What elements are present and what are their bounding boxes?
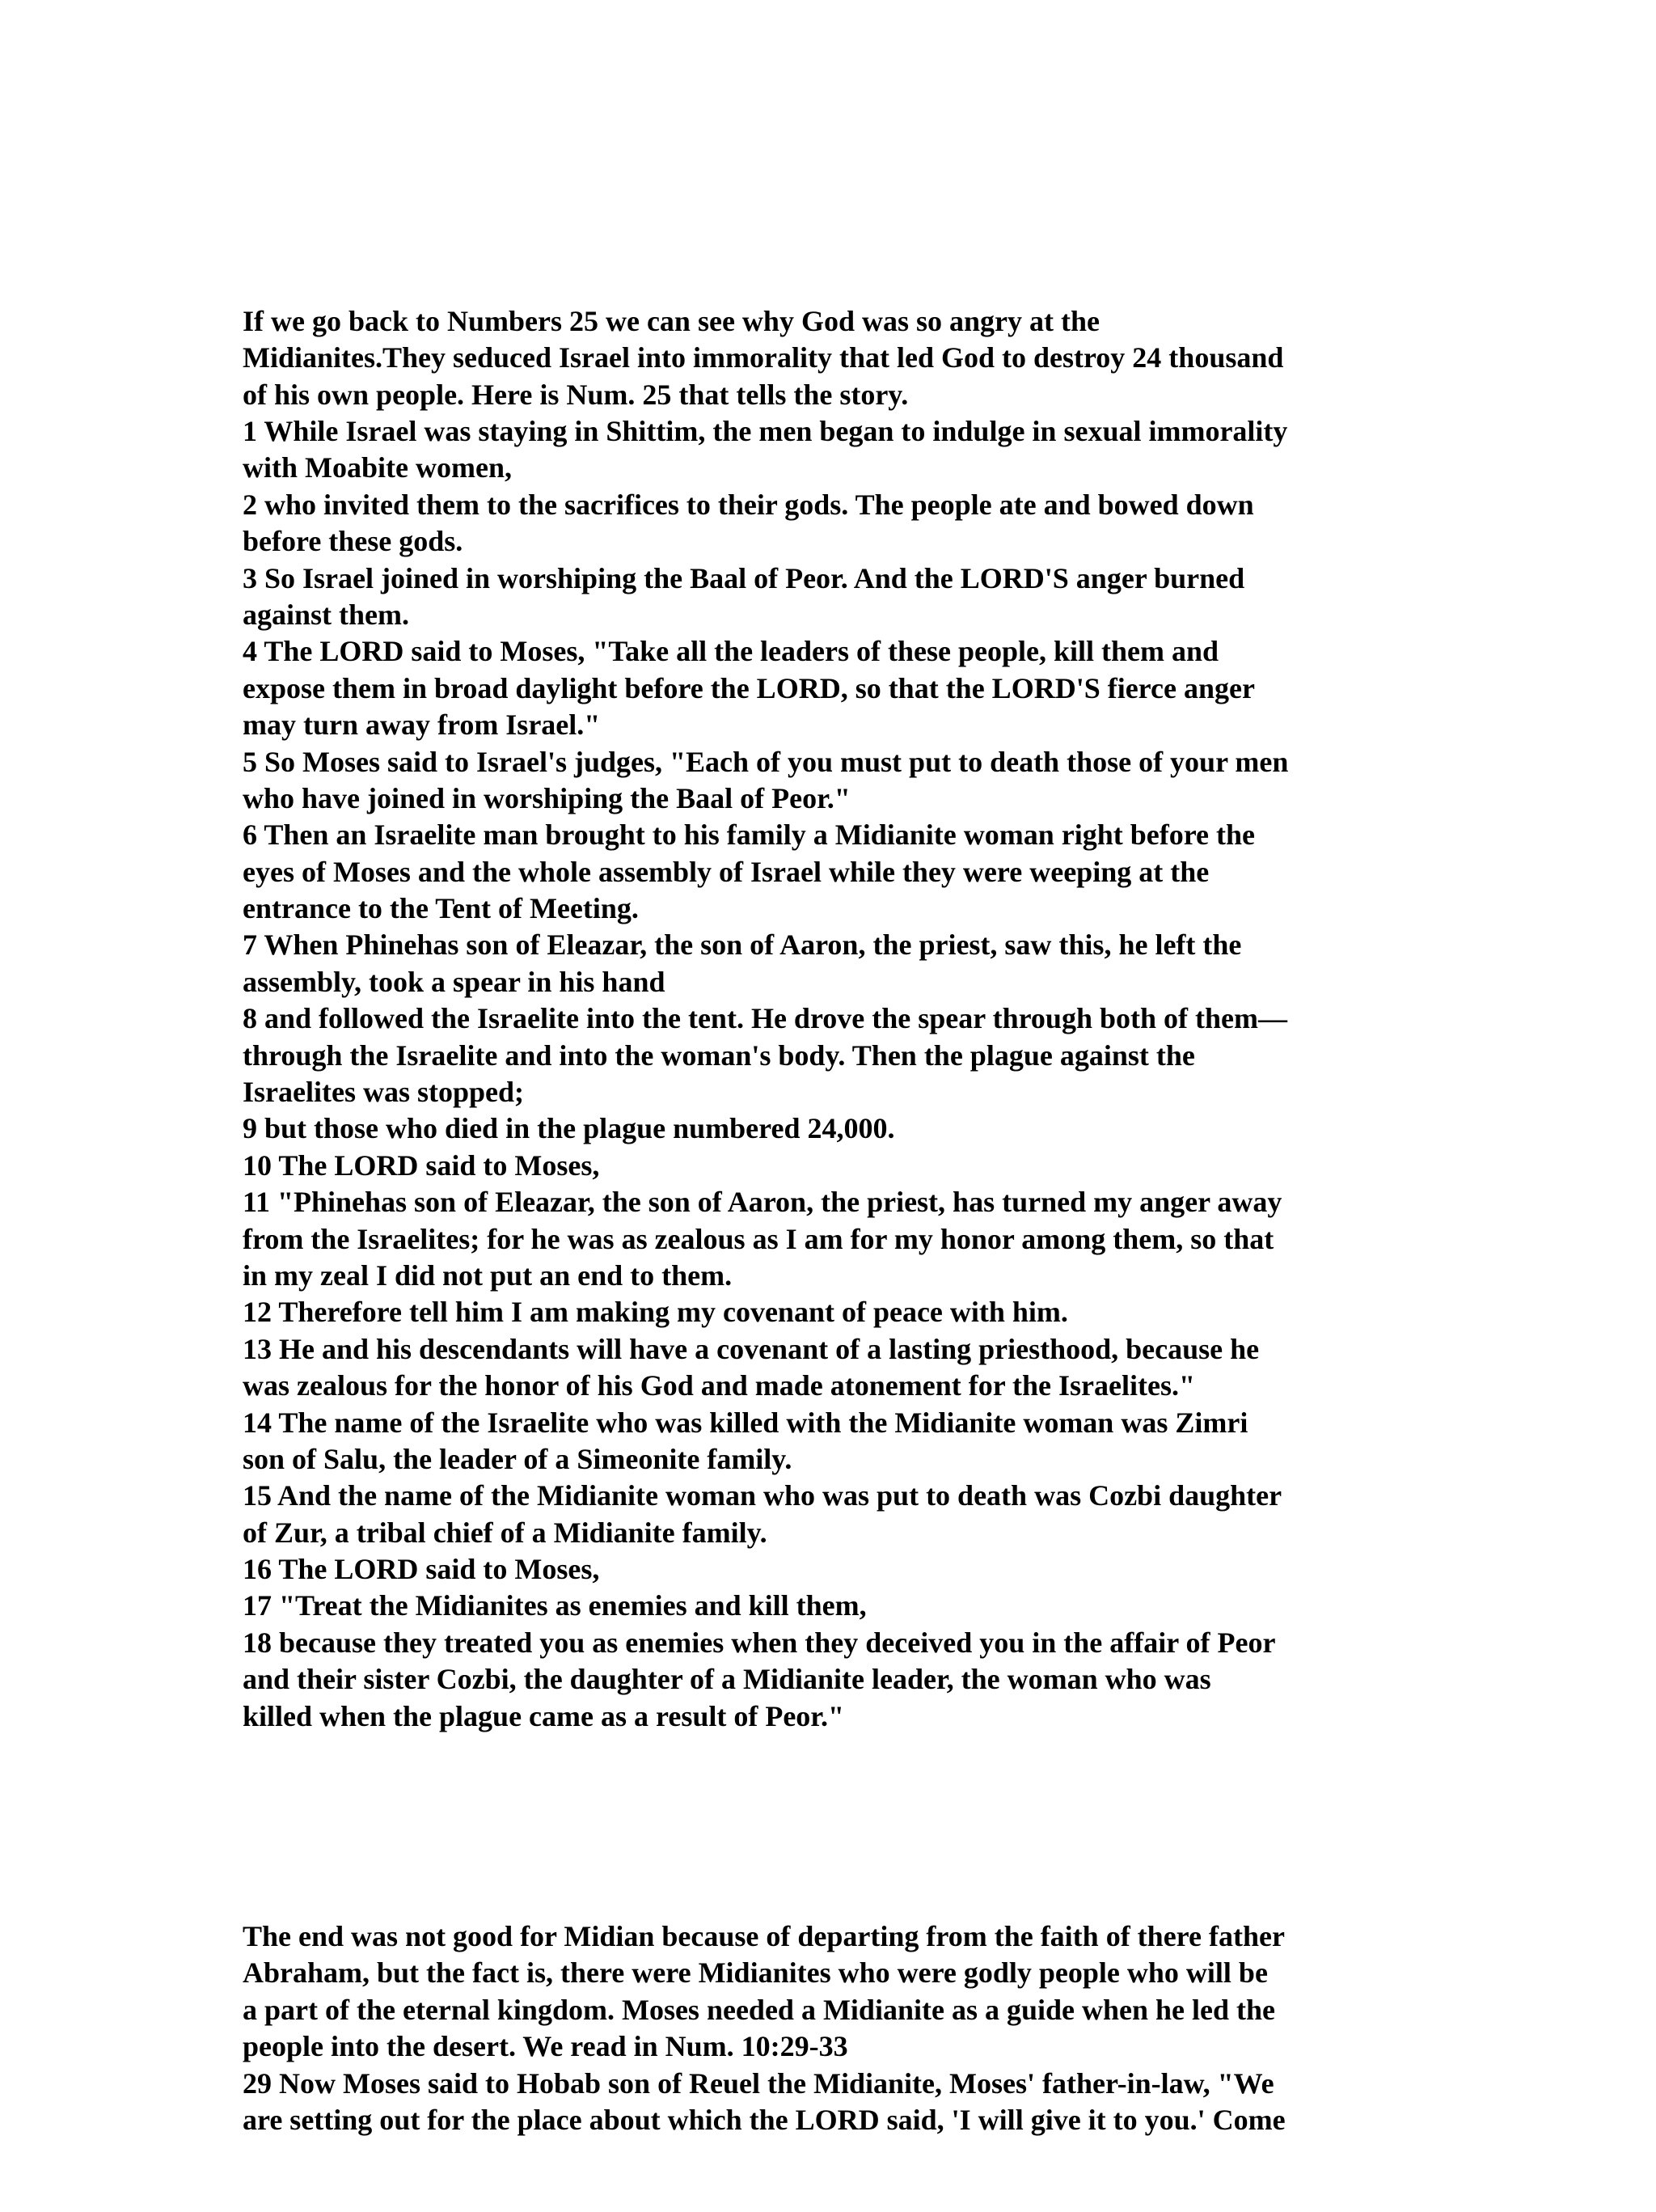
text-line: 7 When Phinehas son of Eleazar, the son of Aaron, the priest, saw this, he left the bbox=[243, 928, 1242, 962]
paragraph-2 bbox=[243, 1918, 1423, 2138]
text-line: Abraham, but the fact is, there were Midianites who were godly people who will be bbox=[243, 1956, 1268, 1990]
text-line: 1 While Israel was staying in Shittim, the men began to indulge in sexual immorality bbox=[243, 414, 1288, 447]
text-line: of his own people. Here is Num. 25 that tells the story. bbox=[243, 378, 909, 411]
text-line: 14 The name of the Israelite who was killed with the Midianite woman was Zimri bbox=[243, 1406, 1248, 1439]
text-line: 17 "Treat the Midianites as enemies and kill them, bbox=[243, 1589, 867, 1622]
text-line: The end was not good for Midian because of departing from the faith of there father bbox=[243, 1920, 1285, 1953]
text-line: with Moabite women, bbox=[243, 451, 512, 484]
text-line: 5 So Moses said to Israel's judges, "Each of you must put to death those of your men bbox=[243, 745, 1289, 778]
text-line: 2 who invited them to the sacrifices to their gods. The people ate and bowed down bbox=[243, 488, 1254, 521]
text-line: a part of the eternal kingdom. Moses needed a Midianite as a guide when he led the bbox=[243, 1993, 1275, 2026]
document-body bbox=[243, 230, 1423, 2212]
paragraph-1 bbox=[243, 303, 1423, 1735]
text-line: against them. bbox=[243, 598, 409, 631]
text-line: 9 but those who died in the plague numbered 24,000. bbox=[243, 1112, 895, 1145]
text-line: was zealous for the honor of his God and made atonement for the Israelites." bbox=[243, 1369, 1195, 1402]
text-line: 18 because they treated you as enemies when they deceived you in the affair of Peor bbox=[243, 1626, 1276, 1659]
text-line: If we go back to Numbers 25 we can see why God was so angry at the bbox=[243, 304, 1100, 337]
text-line: 13 He and his descendants will have a covenant of a lasting priesthood, because he bbox=[243, 1332, 1260, 1365]
text-line: 3 So Israel joined in worshiping the Baal of Peor. And the LORD'S anger burned bbox=[243, 561, 1245, 594]
text-line: Midianites.They seduced Israel into immorality that led God to destroy 24 thousand bbox=[243, 341, 1284, 374]
text-line: 8 and followed the Israelite into the tent. He drove the spear through both of them— bbox=[243, 1002, 1287, 1035]
text-line: 10 The LORD said to Moses, bbox=[243, 1148, 600, 1182]
text-line: before these gods. bbox=[243, 525, 463, 558]
text-line: are setting out for the place about which the LORD said, 'I will give it to you.' Come bbox=[243, 2104, 1286, 2137]
text-line: through the Israelite and into the woman's body. Then the plague against the bbox=[243, 1038, 1195, 1072]
text-line: may turn away from Israel." bbox=[243, 708, 601, 742]
text-line: people into the desert. We read in Num. 10:29-33 bbox=[243, 2030, 848, 2063]
text-line: expose them in broad daylight before the LORD, so that the LORD'S fierce anger bbox=[243, 671, 1255, 704]
text-line: of Zur, a tribal chief of a Midianite family. bbox=[243, 1516, 767, 1549]
text-line: entrance to the Tent of Meeting. bbox=[243, 892, 639, 925]
text-line: 4 The LORD said to Moses, "Take all the leaders of these people, kill them and bbox=[243, 635, 1219, 668]
text-line: assembly, took a spear in his hand bbox=[243, 965, 665, 998]
text-line: 11 "Phinehas son of Eleazar, the son of Aaron, the priest, has turned my anger away bbox=[243, 1186, 1282, 1219]
text-line: 12 Therefore tell him I am making my covenant of peace with him. bbox=[243, 1296, 1068, 1329]
text-line: son of Salu, the leader of a Simeonite family. bbox=[243, 1442, 792, 1475]
text-line: 29 Now Moses said to Hobab son of Reuel the Midianite, Moses' father-in-law, "We bbox=[243, 2066, 1274, 2100]
text-line: eyes of Moses and the whole assembly of Israel while they were weeping at the bbox=[243, 855, 1210, 888]
text-line: from the Israelites; for he was as zealous as I am for my honor among them, so that bbox=[243, 1222, 1274, 1255]
text-line: Israelites was stopped; bbox=[243, 1076, 524, 1109]
text-line: 6 Then an Israelite man brought to his family a Midianite woman right before the bbox=[243, 818, 1256, 852]
text-line: who have joined in worshiping the Baal of Peor." bbox=[243, 781, 851, 814]
text-line: 15 And the name of the Midianite woman who was put to death was Cozbi daughter bbox=[243, 1479, 1282, 1512]
text-line: killed when the plague came as a result of Peor." bbox=[243, 1699, 844, 1732]
text-line: 16 The LORD said to Moses, bbox=[243, 1553, 600, 1586]
text-line: and their sister Cozbi, the daughter of a Midianite leader, the woman who was bbox=[243, 1663, 1211, 1696]
text-line: in my zeal I did not put an end to them. bbox=[243, 1258, 733, 1292]
paragraph-spacer bbox=[243, 1808, 1423, 1845]
